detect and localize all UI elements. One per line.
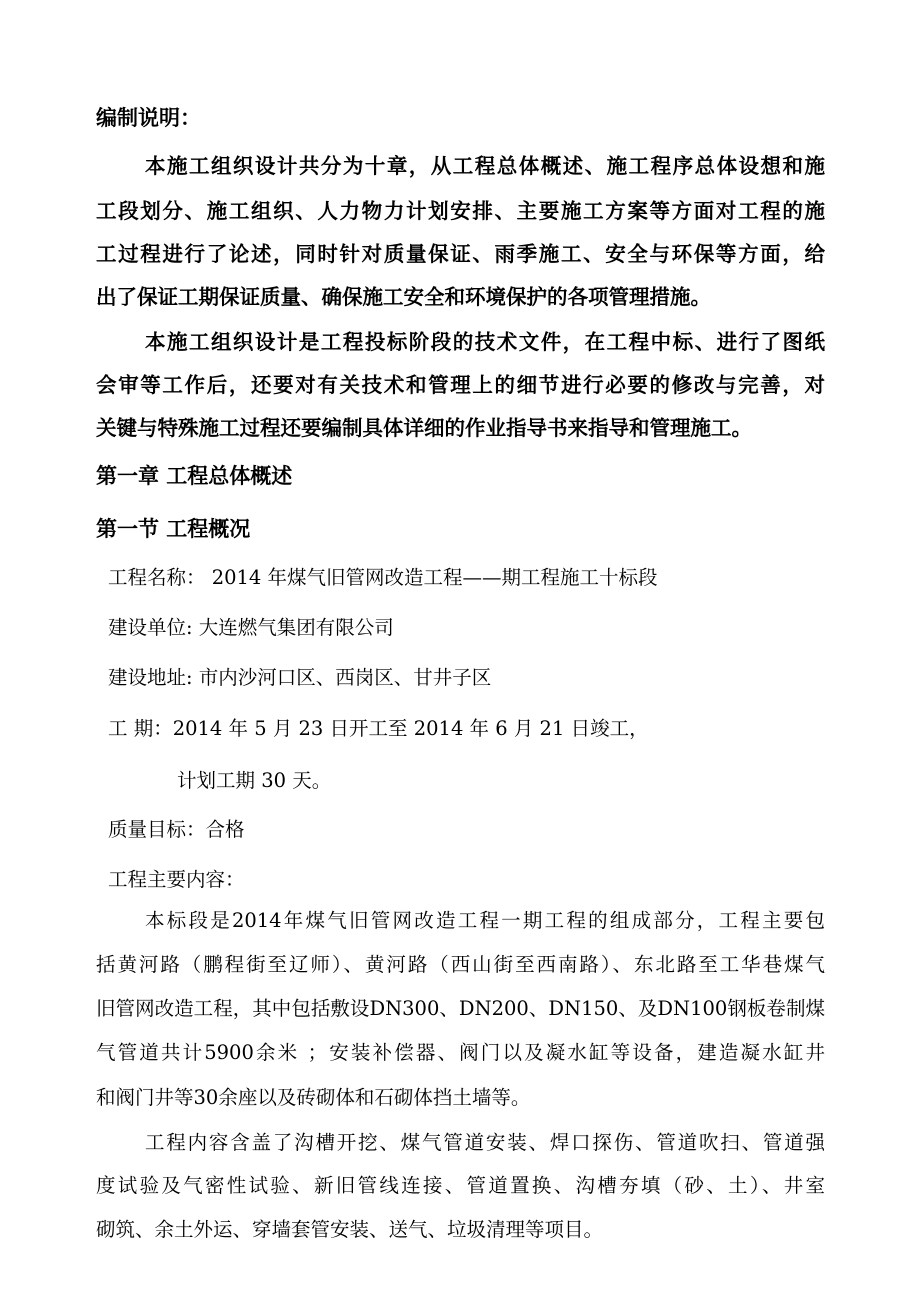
content-para1-line5: 和阀门井等30余座以及砖砌体和石砌体挡土墙等。 [96, 1086, 531, 1109]
content-para2-line3: 砌筑、余土外运、穿墙套管安装、送气、垃圾清理等项目。 [96, 1218, 604, 1241]
chapter-title: 第一章 工程总体概述 [96, 464, 293, 488]
preface-para2-line2: 会审等工作后，还要对有关技术和管理上的细节进行必要的修改与完善，对 [96, 373, 825, 397]
content-para1-line2: 括黄河路（鹏程街至辽师）、黄河路（西山街至西南路）、东北路至工华巷煤气 [96, 953, 825, 976]
content-para1-line1: 本标段是2014年煤气旧管网改造工程一期工程的组成部分，工程主要包 [145, 909, 825, 932]
content-para2-line2: 度试验及气密性试验、新旧管线连接、管道置换、沟槽夯填（砂、土）、井室 [96, 1174, 825, 1197]
project-name: 工程名称： 2014 年煤气旧管网改造工程——期工程施工十标段 [108, 566, 658, 589]
preface-heading: 编制说明： [96, 106, 201, 130]
content-para2-line1: 工程内容含盖了沟槽开挖、煤气管道安装、焊口探伤、管道吹扫、管道强 [145, 1131, 825, 1154]
preface-para1-line2: 工段划分、施工组织、人力物力计划安排、主要施工方案等方面对工程的施 [96, 199, 825, 223]
planned-period: 计划工期 30 天。 [177, 769, 332, 792]
main-content-label: 工程主要内容： [108, 868, 245, 891]
preface-para1-line3: 工过程进行了论述，同时针对质量保证、雨季施工、安全与环保等方面，给 [96, 242, 825, 266]
preface-para1-line4: 出了保证工期保证质量、确保施工安全和环境保护的各项管理措施。 [96, 285, 711, 309]
content-para1-line4: 气管道共计5900余米 ；安装补偿器、阀门以及凝水缸等设备，建造凝水缸井 [96, 1041, 825, 1064]
quality-target: 质量目标：合格 [108, 818, 245, 841]
content-para1-line3: 旧管网改造工程，其中包括敷设DN300、DN200、DN150、及DN100钢板卷制煤 [96, 997, 825, 1020]
project-address: 建设地址: 市内沙河口区、西岗区、甘井子区 [108, 666, 492, 689]
preface-para2-line3: 关键与特殊施工过程还要编制具体详细的作业指导书来指导和管理施工。 [96, 416, 752, 440]
project-period: 工 期：2014 年 5 月 23 日开工至 2014 年 6 月 21 日竣工， [108, 717, 649, 740]
section-title: 第一节 工程概况 [96, 517, 251, 541]
preface-para1-line1: 本施工组织设计共分为十章，从工程总体概述、施工程序总体设想和施 [145, 154, 825, 178]
preface-para2-line1: 本施工组织设计是工程投标阶段的技术文件，在工程中标、进行了图纸 [145, 330, 825, 354]
project-owner: 建设单位: 大连燃气集团有限公司 [108, 616, 394, 639]
